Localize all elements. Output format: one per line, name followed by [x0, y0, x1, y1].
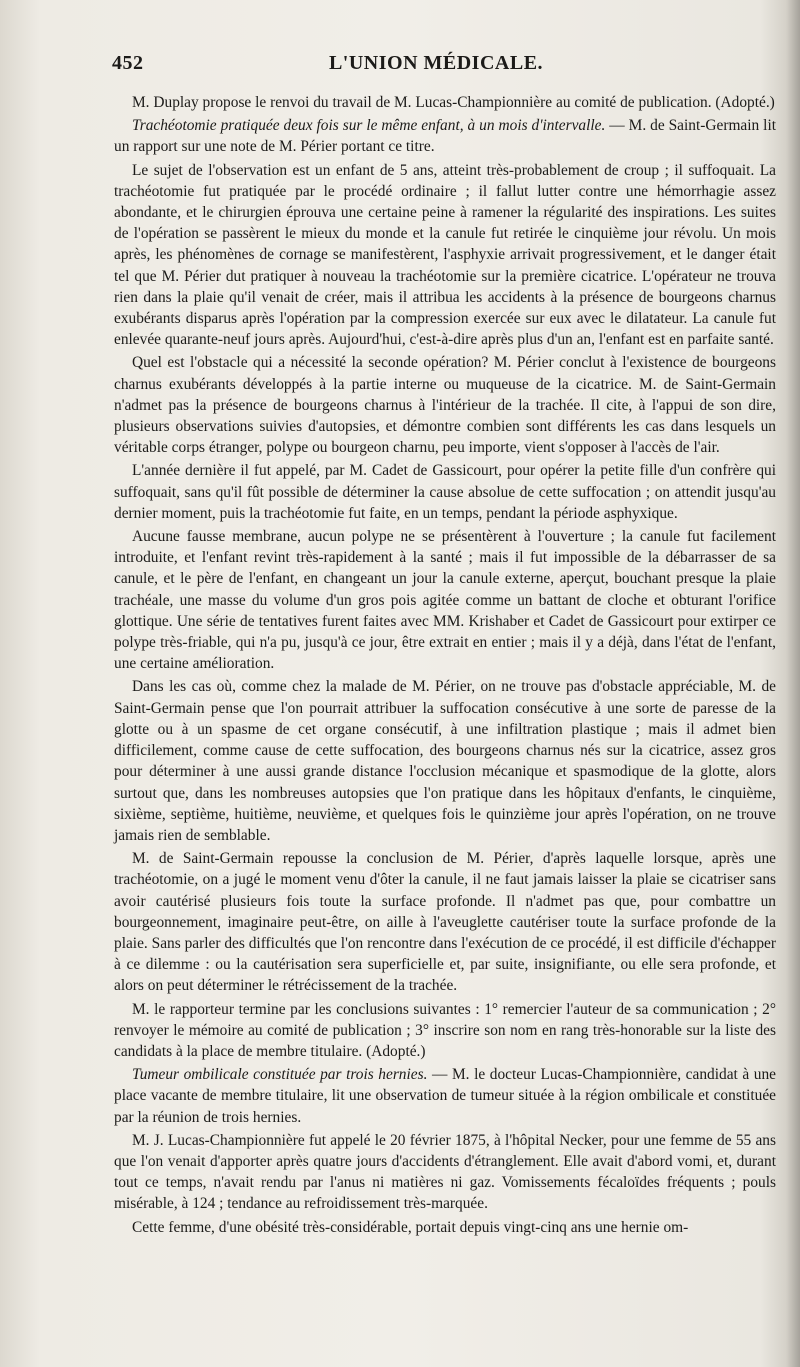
paragraph-6: Aucune fausse membrane, aucun polype ne se présentèrent à l'ouverture ; la canule fut facilement introduite, et l'enfant revint très-rapidement à la santé ; mais il fut impossible de la débarrasser de sa canule, et le père de l'enfant, en changeant un jour la canule externe, aperçut, bouchant presque la plaie trachéale, une masse du volume d'un gros pois agitée comme un battant de cloche et obturant l'orifice glottique. Une série de tentatives furent faites avec MM. Krishaber et Cadet de Gassicourt pour extirper ce polype très-friable, qui n'a pu, jusqu'à ce jour, être extrait en entier ; mais il y a déjà, dans l'état de l'enfant, une certaine amélioration.: [114, 528, 776, 673]
paragraph-9: M. le rapporteur termine par les conclusions suivantes : 1° remercier l'auteur de sa communication ; 2° renvoyer le mémoire au comité de publication ; 3° inscrire son nom en rang très-honorable sur la liste des candidats à la place de membre titulaire. (Adopté.): [114, 1000, 776, 1060]
paragraph-11: M. J. Lucas-Championnière fut appelé le 20 février 1875, à l'hôpital Necker, pour une femme de 55 ans que l'on venait d'apporter après quatre jours d'accidents d'étranglement. Elle avait d'abord vomi, et, durant tout ce temps, n'avait rendu par l'anus ni matières ni gaz. Vomissements fécaloïdes fréquents ; pouls misérable, à 124 ; tendance au refroidissement très-marquée.: [114, 1131, 776, 1213]
journal-title: L'UNION MÉDICALE.: [328, 52, 544, 74]
article-body: [114, 92, 776, 1238]
section-heading: Trachéotomie pratiquée deux fois sur le même enfant, à un mois d'intervalle.: [132, 117, 606, 135]
page-number: 452: [112, 52, 144, 74]
paragraph-4: Quel est l'obstacle qui a nécessité la seconde opération? M. Périer conclut à l'existence de bourgeons charnus exubérants développés à la partie interne ou muqueuse de la cicatrice. M. de Saint-Germain n'admet pas la présence de bourgeons charnus à l'intérieur de la trachée. Il cite, à l'appui de son dire, plusieurs observations suivies d'autopsies, et démontre combien sont différents les cas dans lesquels un véritable corps étranger, polype ou bourgeon charnu, peu importe, vient s'opposer à l'accès de l'air.: [114, 354, 776, 457]
paragraph-12: Cette femme, d'une obésité très-considérable, portait depuis vingt-cinq ans une hernie om-: [132, 1218, 689, 1236]
paragraph-5: L'année dernière il fut appelé, par M. Cadet de Gassicourt, pour opérer la petite fille d'un confrère qui suffoquait, sans qu'il fût possible de déterminer la cause absolue de cette suffocation ; on attendit jusqu'au dernier moment, puis la trachéotomie fut faite, en un temps, pendant la période asphyxique.: [114, 462, 776, 522]
paragraph-10: Tumeur ombilicale constituée par trois hernies. — M. le docteur Lucas-Championnière, candidat à une place vacante de membre titulaire, lit une observation de tumeur située à la région ombilicale et constituée par la réunion de trois hernies.: [114, 1066, 777, 1126]
paragraph-2: Trachéotomie pratiquée deux fois sur le même enfant, à un mois d'intervalle. — M. de Saint-Germain lit un rapport sur une note de M. Périer portant ce titre.: [114, 117, 777, 156]
paragraph-1: M. Duplay propose le renvoi du travail de M. Lucas-Championnière au comité de publication. (Adopté.): [132, 94, 775, 111]
paragraph-7: Dans les cas où, comme chez la malade de M. Périer, on ne trouve pas d'obstacle appréciable, M. de Saint-Germain pense que l'on pourrait attribuer la suffocation consécutive à une sorte de paresse de la glotte ou à un spasme de cet organe consécutif, à une infiltration plastique ; mais il admet bien difficilement, comme cause de cette suffocation, des bourgeons charnus nés sur la cicatrice, assez gros pour déterminer à une aussi grande distance l'occlusion mécanique et spasmodique de la glotte, alors surtout que, dans les nombreuses autopsies que l'on pratique dans les hôpitaux d'enfants, le cinquième, sixième, septième, huitième, neuvième, et quelques fois le quinzième jour après l'opération, on ne trouve jamais rien de semblable.: [114, 678, 776, 844]
section-heading: Tumeur ombilicale constituée par trois hernies.: [132, 1066, 428, 1084]
paragraph-8: M. de Saint-Germain repousse la conclusion de M. Périer, d'après laquelle lorsque, après une trachéotomie, on a jugé le moment venu d'ôter la canule, il ne faut jamais laisser la plaie se cicatriser sans avoir cautérisé plusieurs fois toute la surface profonde. Il n'admet pas que, pour combattre un bourgeonnement, imaginaire peut-être, on aille à l'aveuglette cautériser toute la surface profonde de la plaie. Sans parler des difficultés que l'on rencontre dans l'exécution de ce procédé, il est difficile d'échapper à ce dilemme : ou la cautérisation sera superficielle et, par suite, insignifiante, ou elle sera profonde, et alors on peut déterminer le rétrécissement de la trachée.: [114, 850, 776, 995]
binding-shadow: [786, 0, 800, 1367]
paragraph-3: Le sujet de l'observation est un enfant de 5 ans, atteint très-probablement de croup ; il suffoquait. La trachéotomie fut pratiquée par le procédé ordinaire ; il fallut lutter contre une hémorrhagie assez abondante, et le chirurgien éprouva une certaine peine à ramener la régularité des inspirations. Les suites de l'opération se passèrent le mieux du monde et la canule fut retirée le cinquième jour révolu. Un mois après, les phénomènes de cornage se manifestèrent, l'asphyxie arrivait progressivement, et le danger était tel que M. Périer dut pratiquer à nouveau la trachéotomie sur la première cicatrice. L'opérateur ne trouva rien dans la plaie qu'il venait de créer, mais il attribua les accidents à la présence de bourgeons charnus exubérants disparus après l'opération par la compression exercée sur eux avec le dilatateur. La canule fut enlevée quarante-neuf jours après. Aujourd'hui, c'est-à-dire après plus d'un an, l'enfant est en parfaite santé.: [114, 161, 776, 349]
running-header: [112, 52, 760, 82]
